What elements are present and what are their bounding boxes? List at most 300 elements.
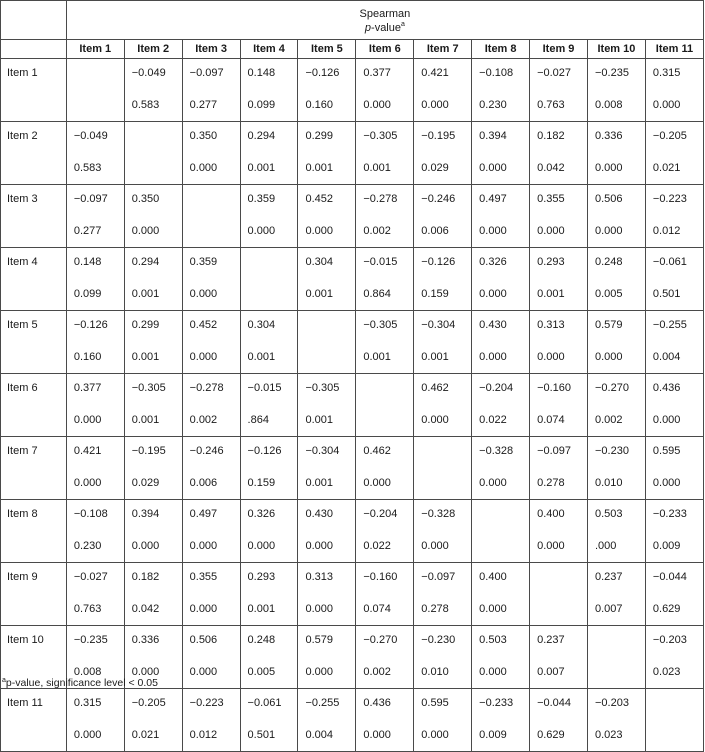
p-value: 0.005 <box>594 288 623 300</box>
p-value: 0.001 <box>305 288 333 300</box>
table-cell <box>298 311 356 374</box>
table-cell <box>240 437 298 500</box>
table-cell <box>414 437 472 500</box>
p-value: 0.001 <box>537 288 565 300</box>
correlation-value: −0.108 <box>479 67 514 79</box>
p-value: 0.042 <box>131 603 160 615</box>
p-value: 0.074 <box>363 603 391 615</box>
correlation-value: −0.223 <box>189 697 224 709</box>
correlation-value: −0.061 <box>652 256 687 268</box>
row-header: Item 5 <box>1 311 67 374</box>
table-cell <box>645 59 703 122</box>
row-header: Item 2 <box>1 122 67 185</box>
correlation-value: 0.350 <box>131 193 160 205</box>
correlation-value: −0.223 <box>652 193 687 205</box>
row-header: Item 4 <box>1 248 67 311</box>
correlation-value: 0.506 <box>189 634 218 646</box>
table-cell <box>182 563 240 626</box>
table-cell <box>298 248 356 311</box>
row-header: Item 11 <box>1 689 67 752</box>
correlation-value: 0.237 <box>537 634 565 646</box>
correlation-value: 0.497 <box>189 508 218 520</box>
correlation-value: 0.436 <box>363 697 391 709</box>
column-header-row <box>1 40 704 59</box>
p-value: 0.001 <box>363 351 391 363</box>
correlation-value: −0.015 <box>247 382 282 394</box>
table-row <box>1 689 704 752</box>
corner-cell <box>1 1 67 40</box>
p-value: 0.000 <box>421 414 449 426</box>
table-cell <box>587 374 645 437</box>
table-cell <box>182 500 240 563</box>
table-cell <box>472 626 530 689</box>
p-value: 0.000 <box>479 162 507 174</box>
p-value: 0.022 <box>479 414 507 426</box>
table-cell <box>66 59 124 122</box>
table-row <box>1 122 704 185</box>
correlation-value: 0.355 <box>189 571 218 583</box>
p-value: 0.000 <box>305 666 333 678</box>
table-cell <box>66 500 124 563</box>
p-value: 0.006 <box>421 225 449 237</box>
table-cell <box>356 311 414 374</box>
correlation-value: −0.328 <box>479 445 514 457</box>
table-cell <box>66 248 124 311</box>
correlation-value: −0.126 <box>73 319 108 331</box>
table-cell <box>124 563 182 626</box>
p-value: 0.583 <box>131 99 160 111</box>
correlation-value: 0.336 <box>131 634 160 646</box>
p-value: 0.000 <box>73 414 102 426</box>
table-row <box>1 500 704 563</box>
table-cell <box>124 437 182 500</box>
table-cell <box>587 500 645 563</box>
table-cell <box>240 689 298 752</box>
column-header: Item 10 <box>587 40 645 59</box>
correlation-value: −0.233 <box>652 508 687 520</box>
table-cell <box>124 500 182 563</box>
table-cell <box>472 122 530 185</box>
table-cell <box>356 626 414 689</box>
column-header: Item 6 <box>356 40 414 59</box>
table-cell <box>240 122 298 185</box>
column-header: Item 5 <box>298 40 356 59</box>
column-header: Item 2 <box>124 40 182 59</box>
table-cell <box>66 185 124 248</box>
p-value: 0.001 <box>247 162 276 174</box>
table-cell <box>472 311 530 374</box>
p-value: 0.000 <box>479 477 507 489</box>
column-header: Item 8 <box>472 40 530 59</box>
correlation-value: −0.204 <box>363 508 398 520</box>
column-header: Item 9 <box>530 40 588 59</box>
table-cell <box>414 311 472 374</box>
row-header: Item 7 <box>1 437 67 500</box>
p-value: 0.001 <box>305 162 333 174</box>
table-cell <box>182 59 240 122</box>
correlation-value: 0.595 <box>421 697 449 709</box>
table-cell <box>587 689 645 752</box>
table-cell <box>414 500 472 563</box>
p-value: 0.008 <box>594 99 623 111</box>
column-header: Item 4 <box>240 40 298 59</box>
p-value: 0.023 <box>652 666 681 678</box>
table-row <box>1 185 704 248</box>
table-cell <box>182 374 240 437</box>
correlation-value: −0.246 <box>421 193 456 205</box>
stat-name: Spearman <box>359 7 411 20</box>
table-cell <box>587 311 645 374</box>
correlation-value: 0.452 <box>305 193 333 205</box>
table-cell <box>298 122 356 185</box>
table-cell <box>587 626 645 689</box>
table-cell <box>587 248 645 311</box>
correlation-value: −0.044 <box>652 571 687 583</box>
correlation-value: −0.097 <box>189 67 224 79</box>
correlation-value: 0.355 <box>537 193 565 205</box>
correlation-value: −0.203 <box>652 634 687 646</box>
table-cell <box>587 563 645 626</box>
p-value: 0.159 <box>421 288 449 300</box>
table-cell <box>530 563 588 626</box>
table-header-title <box>66 1 703 40</box>
table-cell <box>182 311 240 374</box>
correlation-value: 0.430 <box>479 319 507 331</box>
correlation-value: −0.305 <box>363 130 398 142</box>
p-value: 0.278 <box>537 477 565 489</box>
p-value: 0.501 <box>652 288 681 300</box>
correlation-value: −0.205 <box>131 697 166 709</box>
row-header: Item 3 <box>1 185 67 248</box>
p-value: 0.763 <box>73 603 102 615</box>
table-cell <box>240 500 298 563</box>
p-value: 0.001 <box>131 414 160 426</box>
p-value: 0.000 <box>652 477 681 489</box>
correlation-value: −0.061 <box>247 697 282 709</box>
p-value: 0.001 <box>421 351 449 363</box>
p-value: 0.000 <box>131 666 160 678</box>
p-value: 0.009 <box>479 729 507 741</box>
table-cell <box>240 248 298 311</box>
correlation-value: −0.230 <box>421 634 456 646</box>
p-value: 0.000 <box>363 477 391 489</box>
p-value: 0.000 <box>189 162 218 174</box>
p-value: 0.002 <box>363 666 391 678</box>
table-cell <box>298 437 356 500</box>
footnote-text: p-value, significance level < 0.05 <box>5 677 158 689</box>
correlation-value: −0.255 <box>305 697 340 709</box>
correlation-value: −0.044 <box>537 697 572 709</box>
table-cell <box>472 500 530 563</box>
table-row <box>1 437 704 500</box>
correlation-value: −0.305 <box>131 382 166 394</box>
table-cell <box>587 59 645 122</box>
table-cell <box>645 500 703 563</box>
correlation-value: 0.579 <box>305 634 333 646</box>
p-value: 0.000 <box>73 477 102 489</box>
p-value: 0.000 <box>305 603 333 615</box>
p-value: 0.012 <box>652 225 681 237</box>
correlation-value: 0.421 <box>421 67 449 79</box>
table-cell <box>414 563 472 626</box>
correlation-value: 0.462 <box>363 445 391 457</box>
p-value: 0.007 <box>594 603 623 615</box>
correlation-value: −0.304 <box>421 319 456 331</box>
correlation-value: −0.235 <box>594 67 629 79</box>
table-cell <box>645 374 703 437</box>
correlation-value: 0.315 <box>73 697 102 709</box>
correlation-value: 0.462 <box>421 382 449 394</box>
correlation-value: −0.230 <box>594 445 629 457</box>
table-cell <box>356 185 414 248</box>
p-value: 0.001 <box>247 603 276 615</box>
table-cell <box>298 185 356 248</box>
correlation-value: 0.182 <box>537 130 565 142</box>
table-cell <box>414 185 472 248</box>
correlation-value: −0.270 <box>363 634 398 646</box>
p-value: 0.042 <box>537 162 565 174</box>
table-cell <box>182 626 240 689</box>
p-value: .864 <box>247 414 269 426</box>
correlation-value: 0.326 <box>479 256 507 268</box>
p-value: 0.001 <box>247 351 276 363</box>
correlation-value: −0.097 <box>537 445 572 457</box>
correlation-value: 0.377 <box>363 67 391 79</box>
p-value: 0.000 <box>479 351 507 363</box>
table-cell <box>298 689 356 752</box>
correlation-value: −0.305 <box>363 319 398 331</box>
table-cell <box>66 374 124 437</box>
table-cell <box>240 185 298 248</box>
correlation-value: −0.027 <box>73 571 108 583</box>
p-value: 0.159 <box>247 477 276 489</box>
column-header: Item 7 <box>414 40 472 59</box>
p-value: 0.000 <box>189 351 218 363</box>
correlation-value: 0.313 <box>537 319 565 331</box>
table-cell <box>472 59 530 122</box>
p-value: 0.000 <box>421 99 449 111</box>
table-cell <box>240 374 298 437</box>
p-value: 0.006 <box>189 477 218 489</box>
table-row <box>1 248 704 311</box>
p-value: 0.001 <box>131 288 160 300</box>
correlation-value: −0.246 <box>189 445 224 457</box>
table-cell <box>66 563 124 626</box>
p-value: 0.000 <box>652 99 681 111</box>
correlation-value: 0.400 <box>479 571 507 583</box>
p-value: 0.000 <box>594 225 623 237</box>
correlation-value: −0.126 <box>305 67 340 79</box>
p-value: 0.002 <box>189 414 218 426</box>
correlation-value: 0.313 <box>305 571 333 583</box>
table-cell <box>182 122 240 185</box>
table-cell <box>645 689 703 752</box>
p-value: 0.000 <box>363 729 391 741</box>
p-value: 0.021 <box>652 162 681 174</box>
p-value: 0.009 <box>652 540 681 552</box>
pvalue-label <box>67 21 703 35</box>
p-value: 0.000 <box>247 540 276 552</box>
p-value: 0.278 <box>421 603 449 615</box>
correlation-value: 0.506 <box>594 193 623 205</box>
column-header-blank <box>1 40 67 59</box>
table-cell <box>66 311 124 374</box>
table-cell <box>240 311 298 374</box>
correlation-value: 0.400 <box>537 508 565 520</box>
table-cell <box>66 689 124 752</box>
correlation-value: −0.328 <box>421 508 456 520</box>
row-header: Item 9 <box>1 563 67 626</box>
correlation-value: −0.304 <box>305 445 340 457</box>
table-cell <box>472 563 530 626</box>
correlation-value: −0.278 <box>363 193 398 205</box>
correlation-value: −0.204 <box>479 382 514 394</box>
table-cell <box>645 248 703 311</box>
table-cell <box>414 689 472 752</box>
p-value: 0.000 <box>479 288 507 300</box>
p-value: 0.000 <box>189 540 218 552</box>
table-cell <box>124 59 182 122</box>
table-cell <box>645 437 703 500</box>
row-header: Item 1 <box>1 59 67 122</box>
table-row <box>1 311 704 374</box>
p-value: 0.000 <box>479 225 507 237</box>
p-value: 0.074 <box>537 414 565 426</box>
table-row <box>1 374 704 437</box>
p-value: 0.277 <box>73 225 102 237</box>
p-value: 0.010 <box>594 477 623 489</box>
correlation-value: 0.299 <box>305 130 333 142</box>
p-value: 0.029 <box>131 477 160 489</box>
correlation-value: 0.430 <box>305 508 333 520</box>
table-cell <box>182 437 240 500</box>
correlation-value: −0.126 <box>421 256 456 268</box>
p-value: 0.000 <box>131 225 160 237</box>
correlation-value: 0.359 <box>189 256 218 268</box>
p-value: 0.160 <box>305 99 333 111</box>
table-cell <box>414 248 472 311</box>
table-cell <box>66 122 124 185</box>
table-cell <box>124 311 182 374</box>
table-cell <box>530 185 588 248</box>
p-value: 0.004 <box>305 729 333 741</box>
p-value: 0.277 <box>189 99 218 111</box>
p-value: 0.099 <box>73 288 102 300</box>
correlation-value: 0.293 <box>247 571 276 583</box>
p-value: 0.864 <box>363 288 391 300</box>
table-cell <box>182 689 240 752</box>
correlation-value: −0.049 <box>73 130 108 142</box>
table-cell <box>240 626 298 689</box>
correlation-value: −0.027 <box>537 67 572 79</box>
table-cell <box>356 563 414 626</box>
p-value: 0.000 <box>189 666 218 678</box>
p-value: 0.629 <box>537 729 565 741</box>
p-value: 0.000 <box>652 414 681 426</box>
p-value: 0.021 <box>131 729 160 741</box>
table-cell <box>587 122 645 185</box>
correlation-value: 0.304 <box>305 256 333 268</box>
p-value: 0.099 <box>247 99 276 111</box>
p-value: 0.000 <box>479 603 507 615</box>
p-value: 0.005 <box>247 666 276 678</box>
correlation-value: −0.195 <box>131 445 166 457</box>
p-value: .000 <box>594 540 617 552</box>
correlation-value: −0.233 <box>479 697 514 709</box>
table-cell <box>124 374 182 437</box>
correlation-value: −0.255 <box>652 319 687 331</box>
table-body <box>1 59 704 752</box>
p-value: 0.001 <box>363 162 391 174</box>
table-cell <box>356 122 414 185</box>
table-cell <box>124 248 182 311</box>
table-cell <box>298 500 356 563</box>
correlation-value: 0.304 <box>247 319 276 331</box>
correlation-value: −0.305 <box>305 382 340 394</box>
pvalue-rest: -value <box>371 21 401 34</box>
table-cell <box>530 689 588 752</box>
correlation-value: 0.326 <box>247 508 276 520</box>
correlation-value: 0.248 <box>594 256 623 268</box>
p-value: 0.230 <box>73 540 102 552</box>
table-cell <box>530 626 588 689</box>
table-cell <box>298 59 356 122</box>
p-value: 0.000 <box>131 540 160 552</box>
table-cell <box>472 248 530 311</box>
p-value: 0.007 <box>537 666 565 678</box>
correlation-value: 0.359 <box>247 193 276 205</box>
pvalue-italic: p <box>364 21 372 34</box>
p-value: 0.763 <box>537 99 565 111</box>
correlation-value: 0.248 <box>247 634 276 646</box>
table-cell <box>356 59 414 122</box>
correlation-value: 0.579 <box>594 319 623 331</box>
correlation-value: −0.097 <box>421 571 456 583</box>
correlation-value: 0.350 <box>189 130 218 142</box>
p-value: 0.004 <box>652 351 681 363</box>
p-value: 0.230 <box>479 99 507 111</box>
row-header: Item 8 <box>1 500 67 563</box>
table-cell <box>414 374 472 437</box>
p-value: 0.008 <box>73 666 102 678</box>
table-cell <box>472 185 530 248</box>
correlation-value: 0.421 <box>73 445 102 457</box>
correlation-value: 0.294 <box>247 130 276 142</box>
table-cell <box>645 185 703 248</box>
table-cell <box>240 563 298 626</box>
p-value: 0.583 <box>73 162 102 174</box>
correlation-value: 0.293 <box>537 256 565 268</box>
p-value: 0.029 <box>421 162 449 174</box>
p-value: 0.000 <box>479 666 507 678</box>
correlation-value: 0.336 <box>594 130 623 142</box>
p-value: 0.000 <box>537 540 565 552</box>
table-cell <box>530 437 588 500</box>
table-cell <box>530 122 588 185</box>
table-cell <box>587 437 645 500</box>
table-cell <box>124 122 182 185</box>
p-value: 0.001 <box>305 477 333 489</box>
table-cell <box>645 626 703 689</box>
table-row <box>1 563 704 626</box>
correlation-value: 0.452 <box>189 319 218 331</box>
table-cell <box>530 500 588 563</box>
p-value: 0.000 <box>305 225 333 237</box>
correlation-value: 0.148 <box>73 256 102 268</box>
p-value: 0.000 <box>421 540 449 552</box>
table-cell <box>587 185 645 248</box>
correlation-value: 0.182 <box>131 571 160 583</box>
